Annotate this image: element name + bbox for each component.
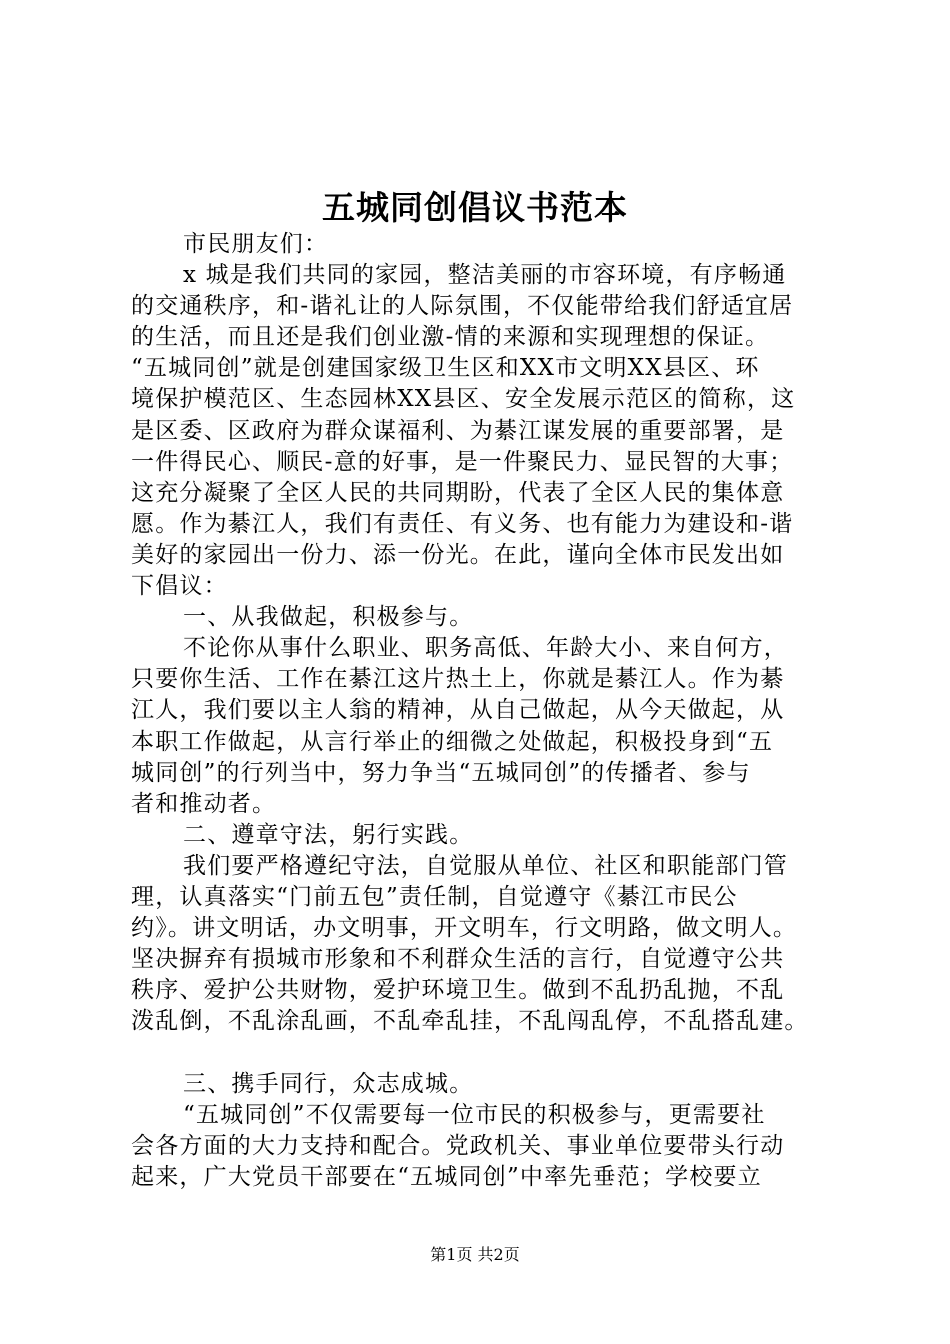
paragraph-line: 起来，广大党员干部要在“五城同创”中率先垂范；学校要立 bbox=[131, 1163, 762, 1190]
paragraph-line: 泼乱倒，不乱涂乱画，不乱牵乱挂，不乱闯乱停，不乱搭乱建。 bbox=[131, 1008, 809, 1035]
document-title: 五城同创倡议书范本 bbox=[322, 188, 628, 227]
section-heading-2: 二、遵章守法，躬行实践。 bbox=[183, 821, 474, 848]
paragraph-line: 只要你生活、工作在綦江这片热土上，你就是綦江人。作为綦 bbox=[131, 666, 785, 693]
paragraph-line: 是区委、区政府为群众谋福利、为綦江谋发展的重要部署，是 bbox=[131, 417, 785, 444]
paragraph-line: 秩序、爱护公共财物，爱护环境卫生。做到不乱扔乱抛，不乱 bbox=[131, 977, 785, 1004]
paragraph-line: 本职工作做起，从言行举止的细微之处做起，积极投身到“五 bbox=[131, 728, 774, 755]
paragraph-line: 境保护模范区、生态园林XX县区、安全发展示范区的简称，这 bbox=[131, 386, 796, 413]
section-heading-1: 一、从我做起，积极参与。 bbox=[183, 604, 474, 631]
paragraph-line: 我们要严格遵纪守法，自觉服从单位、社区和职能部门管 bbox=[183, 852, 788, 879]
paragraph-line: 愿。作为綦江人，我们有责任、有义务、也有能力为建设和-谐 bbox=[131, 510, 794, 537]
paragraph-line: 会各方面的大力支持和配合。党政机关、事业单位要带头行动 bbox=[131, 1132, 785, 1159]
paragraph-line: 不论你从事什么职业、职务高低、年龄大小、来自何方， bbox=[183, 635, 788, 662]
section-heading-3: 三、携手同行，众志成城。 bbox=[183, 1070, 474, 1097]
paragraph-line: 者和推动者。 bbox=[131, 790, 277, 817]
paragraph-line: 约》。讲文明话，办文明事，开文明车，行文明路，做文明人。 bbox=[131, 915, 798, 942]
paragraph-line: 美好的家园出一份力、添一份光。在此，谨向全体市民发出如 bbox=[131, 541, 785, 568]
salutation: 市民朋友们： bbox=[183, 231, 329, 257]
paragraph-line: 一件得民心、顺民-意的好事，是一件聚民力、显民智的大事； bbox=[131, 448, 794, 475]
paragraph-line: 的生活，而且还是我们创业激-情的来源和实现理想的保证。 bbox=[131, 324, 770, 351]
paragraph-line: “五城同创”就是创建国家级卫生区和XX市文明XX县区、环 bbox=[131, 355, 760, 382]
document-body bbox=[131, 229, 851, 1193]
blank-line bbox=[131, 1037, 851, 1068]
paragraph-line: x 城是我们共同的家园，整洁美丽的市容环境，有序畅通 bbox=[183, 262, 787, 289]
paragraph-line: 城同创”的行列当中，努力争当“五城同创”的传播者、参与 bbox=[131, 759, 751, 786]
paragraph-line: 江人，我们要以主人翁的精神，从自己做起，从今天做起，从 bbox=[131, 697, 785, 724]
paragraph-line: 理，认真落实“门前五包”责任制，自觉遵守《綦江市民公 bbox=[131, 883, 738, 910]
page-footer: 第1页 共2页 bbox=[430, 1245, 520, 1264]
paragraph-line: 下倡议： bbox=[131, 573, 228, 600]
paragraph-line: 坚决摒弃有损城市形象和不利群众生活的言行，自觉遵守公共 bbox=[131, 946, 785, 973]
paragraph-line: 的交通秩序，和-谐礼让的人际氛围，不仅能带给我们舒适宜居 bbox=[131, 293, 794, 320]
paragraph-line: “五城同创”不仅需要每一位市民的积极参与，更需要社 bbox=[183, 1101, 766, 1128]
paragraph-line: 这充分凝聚了全区人民的共同期盼，代表了全区人民的集体意 bbox=[131, 479, 785, 506]
